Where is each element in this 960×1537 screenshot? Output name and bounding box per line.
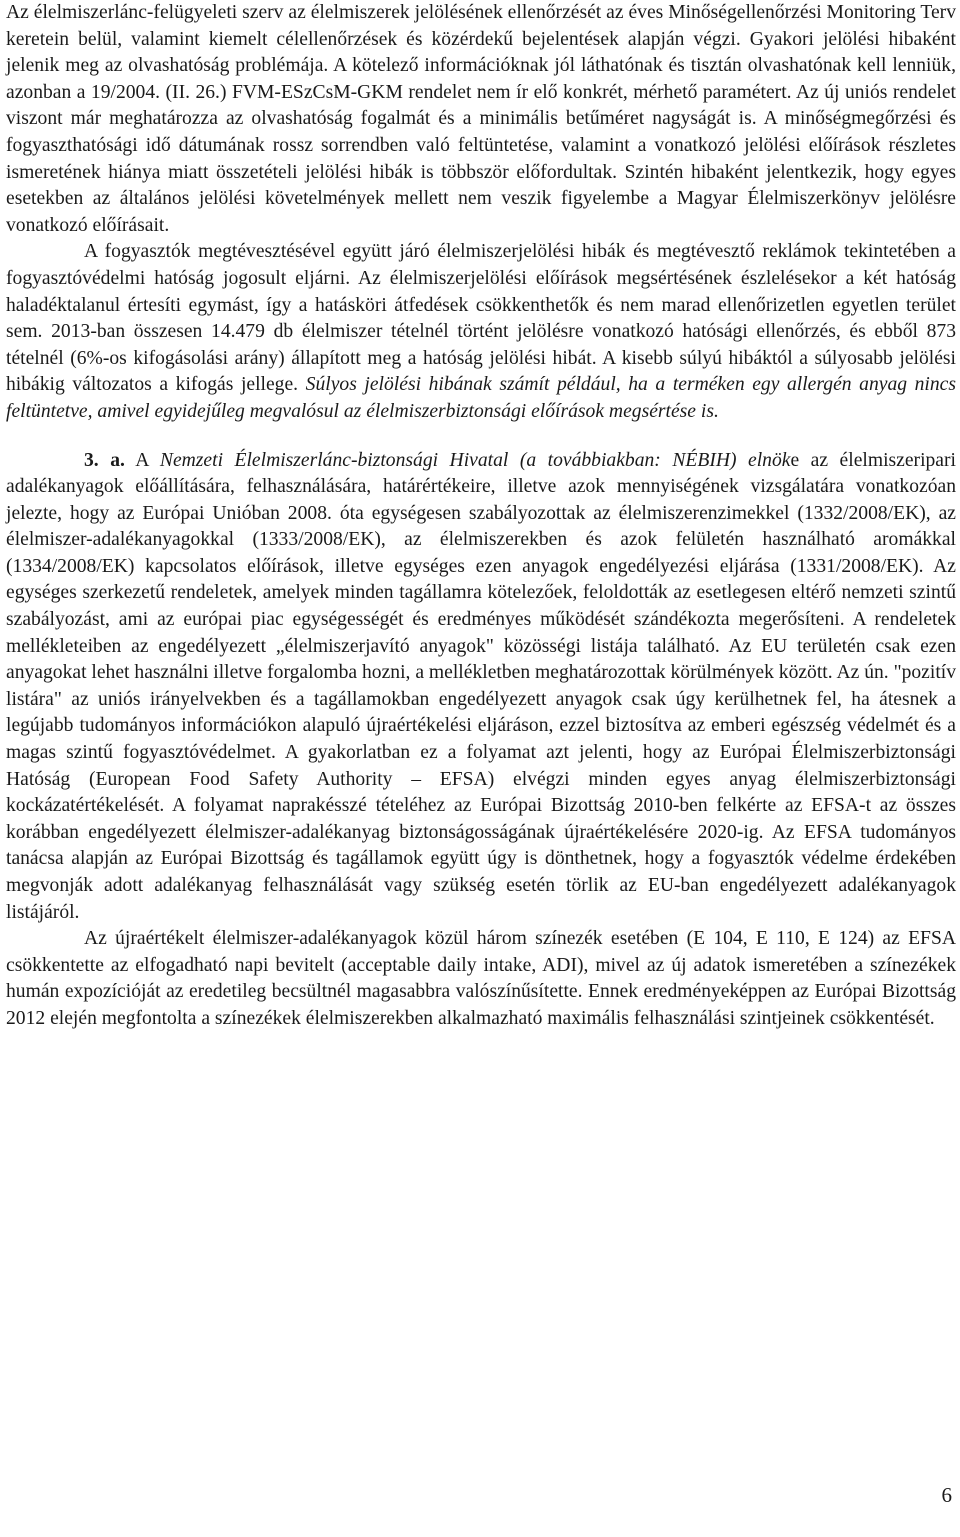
paragraph-consumer-protection [6,239,956,425]
paragraph-consumer-protection-italic: Súlyos jelölési hibának számít például, ha a terméken egy allergén anyag nincs feltüntetve, amivel egyidejűleg megvalósul az élelmiszerbiztonsági előírások megsértése is. [6,374,956,422]
section-heading-number: 3. a. [84,449,125,471]
section-body-text: e az élelmiszeripari adalékanyagok előállítására, felhasználására, határértékeire, illetve azok mennyiségének vizsgálatára vonatkozóan jelezte, hogy az Európai Unióban 2008. óta egységesen szabályozottak az élelmiszerenzimekkel (1332/2008/EK), az élelmiszer-adalékanyagokkal (1333/2008/EK), az élelmiszerekben és azok felületén használható aromákkal (1334/2008/EK) kapcsolatos előírások, illetve egységes ezen anyagok engedélyezési eljárása (1331/2008/EK). Az egységes szerkezetű rendeletek, amelyek minden tagállamra kötelezőek, feloldották az esetlegesen eltérő nemzeti szintű szabályozást, ami az európai piac egységességét és eredményes működését szándékozta megerősíteni. A rendeletek mellékleteiben az engedélyezett „élelmiszerjavító anyagok" közösségi listája található. Az EU területén csak ezen anyagokat lehet használni illetve forgalomba hozni, a mellékletben meghatározottak körülmények között. Az ún. "pozitív listára" az uniós irányelvekben és a tagállamokban engedélyezett anyagok csak úgy kerülhetnek fel, ha átesnek a legújabb tudományos információkon alapuló újraértékelési eljáráson, ezzel biztosítva az emberi egészség védelmét és a magas szintű fogyasztóvédelmet. A gyakorlatban ez a folyamat azt jelenti, hogy az Európai Élelmiszerbiztonsági Hatóság (European Food Safety Authority – EFSA) elvégzi minden egyes anyag élelmiszerbiztonsági kockázatértékelését. A folyamat naprakésszé tételéhez az Európai Bizottság 2010-ben felkérte az EFSA-t az összes korábban engedélyezett élelmiszer-adalékanyag biztonságosságának újraértékelésére 2020-ig. Az EFSA tudományos tanácsa alapján az Európai Bizottság és tagállamok együtt úgy is dönthetnek, hogy a fogyasztók védelme érdekében megvonják adott adalékanyag felhasználását vagy szükség esetén törlik az EU-ban engedélyezett adalékanyagok listájáról. [6,449,957,923]
paragraph-additives-regulation [6,448,956,927]
page-number: 6 [941,1483,952,1507]
paragraph-consumer-protection-text: A fogyasztók megtévesztésével együtt járó élelmiszerjelölési hibák és megtévesztő reklámok tekintetében a fogyasztóvédelmi hatóság jogosult eljárni. Az élelmiszerjelölési előírások megsértésének észlelésekor a két hatóság haladéktalanul értesíti egymást, így a hatásköri átfedések csökkenthetők és nem marad ellenőrizetlen egyetlen terület sem. 2013-ban összesen 14.479 db élelmiszer tételnél történt jelölésre vonatkozó hatósági ellenőrzés, és ebből 873 tételnél (6%-os kifogásolási arány) állapított meg a hatóság jelölési hibát. A kisebb súlyú hibáktól a súlyosabb jelölési hibákig változatos a kifogás jellege. [6,241,956,396]
paragraph-labelling-control: Az élelmiszerlánc-felügyeleti szerv az élelmiszerek jelölésének ellenőrzését az éves Minőségellenőrzési Monitoring Terv keretein belül, valamint kiemelt célellenőrzések és közérdekű bejelentések alapján végzi. Gyakori jelölési hibaként jelenik meg az olvashatóság problémája. A kötelező információknak jól láthatónak és tisztán olvashatónak kell lenniük, azonban a 19/2004. (II. 26.) FVM-ESzCsM-GKM rendelet nem ír elő konkrét, mérhető paramétert. Az új uniós rendelet viszont már meghatározza az olvashatóság fogalmát és a minimális betűméret nagyságát is. A minőségmegőrzési és fogyaszthatósági idő dátumának rossz sorrendben való feltüntetése, valamint a vonatkozó jelölési előírások részletes ismeretének hiánya miatt összetételi jelölési hibák is többször előfordultak. Szintén hibaként jelentkezik, hogy egyes esetekben az általános jelölési követelmények mellett nem veszik figyelembe a Magyar Élelmiszerkönyv jelölésre vonatkozó előírásait. [6,2,956,236]
paragraph-gap [6,426,956,448]
document-page [6,0,956,1033]
section-lead-text: A [124,449,160,471]
paragraph-colorants-adi: Az újraértékelt élelmiszer-adalékanyagok közül három színezék esetében (E 104, E 110, E 124) az EFSA csökkentette az elfogadható napi bevitelt (acceptable daily intake, ADI), mivel az új adatok ismeretében a színezékek humán expozícióját az eredetileg becsültnél magasabbra valószínűsítette. Ennek eredményeképpen az Európai Bizottság 2012 elején megfontolta a színezékek élelmiszerekben alkalmazható maximális felhasználási szintjeinek csökkentését. [6,928,956,1029]
section-italic-authority: Nemzeti Élelmiszerlánc-biztonsági Hivatal (a továbbiakban: NÉBIH) elnök [159,449,791,471]
